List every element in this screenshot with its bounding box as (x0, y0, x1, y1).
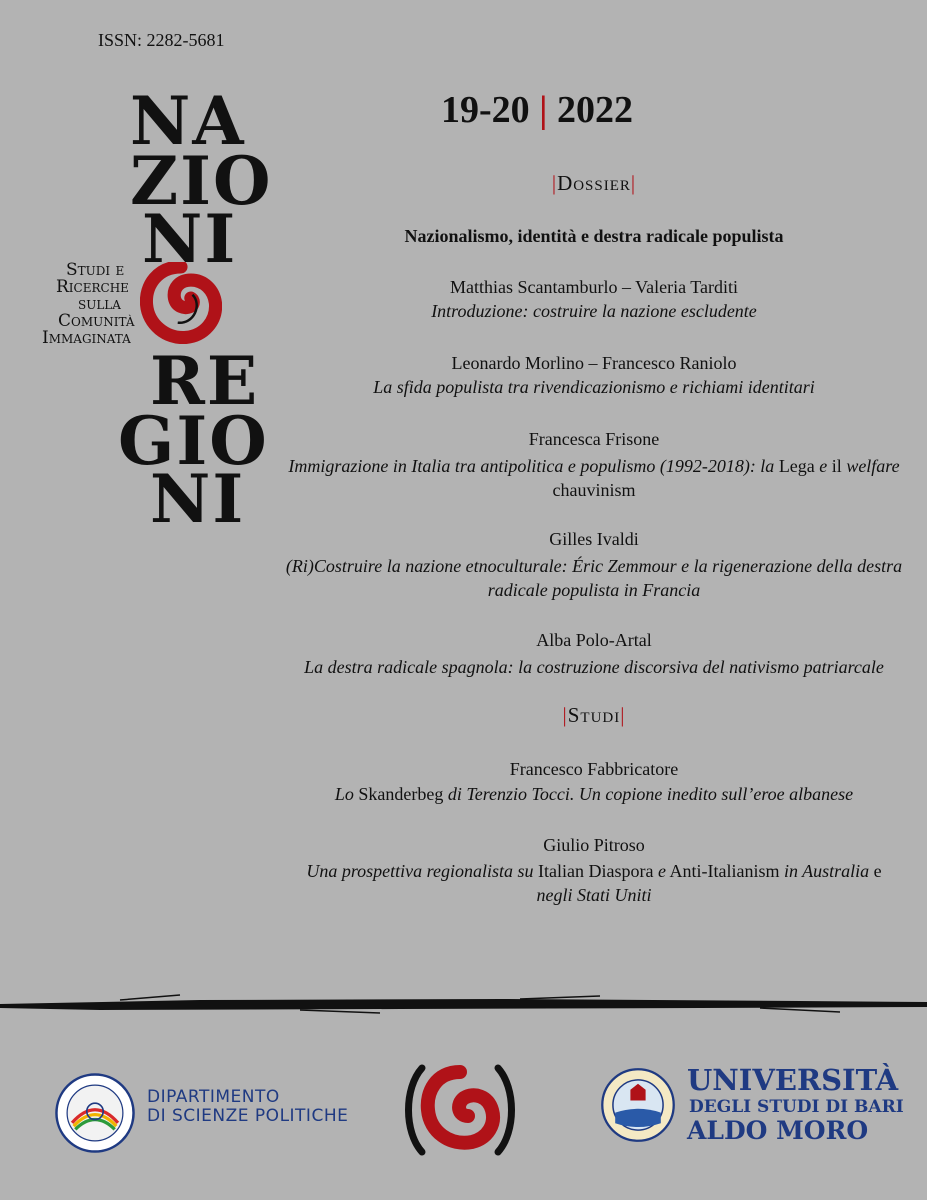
article-author: Francesco Fabbricatore (509, 759, 679, 779)
article-title: La sfida populista tra rivendicazionismo e richiami identitari (373, 377, 815, 397)
dossier-theme: Nazionalismo, identità e destra radicale populista (404, 226, 784, 246)
brush-stroke-divider (0, 992, 927, 1016)
article-author: Alba Polo-Artal (536, 630, 652, 650)
article-title: Lo Skanderbeg di Terenzio Tocci. Un copione inedito sull’eroe albanese (334, 784, 854, 804)
studi-heading: |Studi| (562, 703, 626, 727)
masthead-line-2: ZIO (130, 142, 273, 220)
department-seal-icon (54, 1072, 136, 1154)
article-author: Giulio Pitroso (543, 835, 645, 855)
article-author: Leonardo Morlino – Francesco Raniolo (451, 353, 737, 373)
article-title-cont: radicale populista in Francia (487, 580, 701, 600)
department-name: DIPARTIMENTO DI SCIENZE POLITICHE (147, 1087, 349, 1126)
article-title: Immigrazione in Italia tra antipolitica e populismo (1992-2018): la Lega e il welfare (288, 456, 900, 476)
dossier-heading-text: Dossier (557, 171, 631, 195)
issue-separator: | (539, 89, 548, 131)
journal-swirl-icon (140, 262, 222, 344)
masthead-line-3: NI (142, 200, 238, 278)
studi-heading-text: Studi (567, 703, 621, 727)
article-author: Gilles Ivaldi (549, 529, 639, 549)
issue-number (441, 88, 633, 132)
article-title: La destra radicale spagnola: la costruzione discorsiva del nativismo patriarcale (304, 657, 884, 677)
dossier-heading: |Dossier| (551, 171, 637, 195)
masthead-subtitle-2: Ricerche (56, 277, 129, 297)
article-title: Introduzione: costruire la nazione escludente (431, 301, 757, 321)
masthead-subtitle-4: Comunità (58, 311, 135, 331)
issue-year: 2022 (557, 89, 634, 131)
article-title-cont: chauvinism (552, 480, 636, 500)
issn: ISSN: 2282-5681 (98, 30, 225, 50)
masthead-line-5: GIO (118, 402, 269, 480)
university-name-2: DEGLI STUDI DI BARI (689, 1097, 904, 1117)
university-name-3: ALDO MORO (687, 1116, 869, 1145)
journal-logo-icon (400, 1050, 520, 1170)
article-title-cont: negli Stati Uniti (536, 885, 652, 905)
masthead-subtitle-3: sulla (78, 294, 121, 314)
university-seal-icon (600, 1067, 676, 1143)
article-title: Una prospettiva regionalista su Italian Diaspora e Anti-Italianism in Australia e (306, 861, 882, 881)
masthead-line-6: NI (150, 460, 246, 538)
article-author: Matthias Scantamburlo – Valeria Tarditi (449, 277, 738, 297)
masthead-line-4: RE (150, 342, 260, 420)
issue-numbers: 19-20 (441, 89, 530, 131)
masthead-subtitle-5: Immaginata (42, 328, 131, 348)
masthead-subtitle-1: Studi e (66, 260, 125, 280)
masthead-line-1: NA (130, 82, 246, 160)
university-name-1: UNIVERSITÀ (687, 1063, 899, 1097)
article-title: (Ri)Costruire la nazione etnoculturale: Éric Zemmour e la rigenerazione della destra (285, 556, 903, 576)
article-author: Francesca Frisone (528, 429, 660, 449)
